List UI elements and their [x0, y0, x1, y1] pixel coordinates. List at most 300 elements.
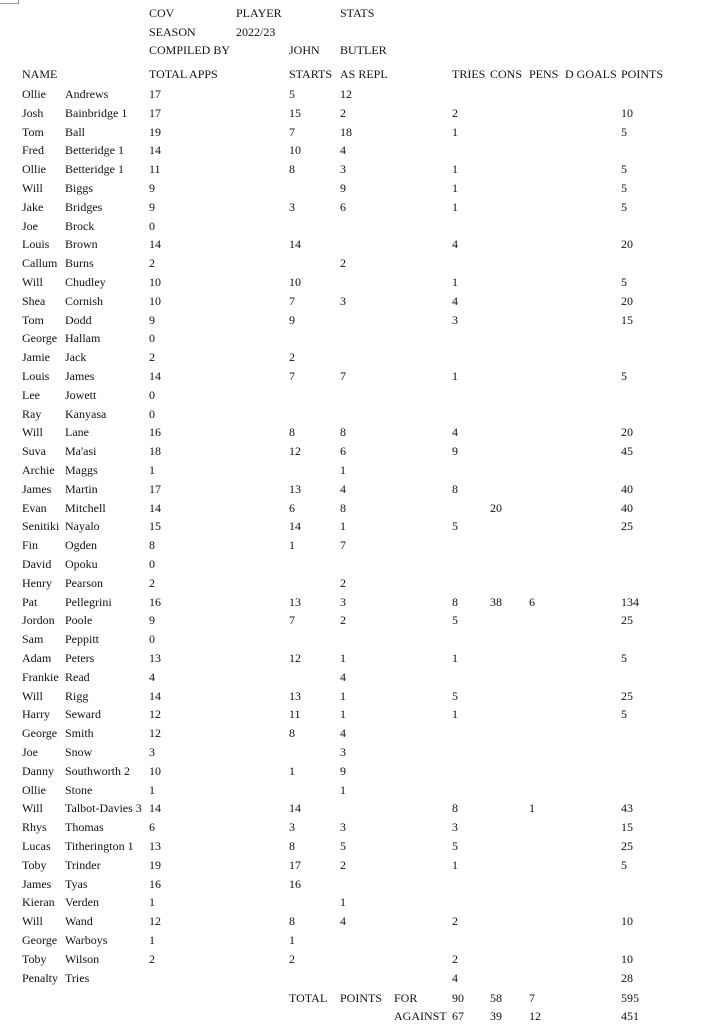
player-last-name: Andrews — [65, 87, 109, 101]
player-total-apps: 0 — [149, 557, 155, 571]
player-last-name: Brock — [65, 218, 95, 233]
totals-against-points: 451 — [621, 1009, 639, 1023]
player-first-name: Adam — [22, 651, 52, 665]
player-last-name: Talbot-Davies 3 — [65, 801, 142, 816]
player-first-name: David — [22, 557, 52, 571]
table-row — [0, 877, 721, 891]
column-header-name: NAME — [22, 67, 58, 81]
player-starts: 8 — [289, 726, 295, 741]
player-tries: 8 — [452, 481, 458, 496]
player-last-name: Jack — [65, 350, 87, 365]
player-last-name: Burns — [65, 256, 94, 271]
player-as-repl: 3 — [340, 162, 346, 177]
player-first-name: Will — [22, 425, 43, 440]
player-as-repl: 4 — [340, 669, 346, 684]
player-last-name: Cornish — [65, 293, 104, 308]
player-first-name: Penalty — [22, 970, 58, 985]
player-first-name: Jake — [22, 199, 44, 214]
player-as-repl: 12 — [340, 87, 352, 101]
title-stats: STATS — [340, 6, 375, 20]
player-first-name: James — [22, 876, 52, 891]
player-last-name: Peters — [65, 651, 95, 665]
table-row — [0, 820, 721, 834]
player-starts: 11 — [289, 707, 301, 722]
player-total-apps: 16 — [149, 876, 161, 891]
player-first-name: Ollie — [22, 87, 46, 101]
player-starts: 13 — [289, 594, 301, 609]
column-header-d-goals: D GOALS — [565, 67, 617, 81]
player-starts: 8 — [289, 839, 295, 853]
player-pens: 1 — [529, 801, 535, 816]
player-starts: 7 — [289, 369, 295, 383]
player-last-name: Smith — [65, 726, 94, 741]
player-starts: 7 — [289, 613, 295, 628]
spreadsheet-corner — [0, 0, 19, 4]
player-total-apps: 12 — [149, 726, 161, 741]
player-tries: 8 — [452, 594, 458, 609]
column-header-total-apps: TOTAL APPS — [149, 67, 218, 81]
player-points: 45 — [621, 444, 633, 459]
player-points: 40 — [621, 500, 633, 515]
player-last-name: Jowett — [65, 387, 97, 402]
totals-for-row — [0, 991, 721, 1005]
player-total-apps: 11 — [149, 162, 161, 177]
player-starts: 13 — [289, 688, 301, 703]
player-as-repl: 3 — [340, 594, 346, 609]
compiler-first-name: JOHN — [289, 43, 320, 57]
player-tries: 4 — [452, 237, 458, 252]
player-last-name: Dodd — [65, 312, 92, 327]
player-total-apps: 4 — [149, 669, 155, 684]
player-last-name: Lane — [65, 425, 89, 440]
player-starts: 1 — [289, 538, 295, 553]
player-first-name: Will — [22, 181, 43, 195]
player-starts: 5 — [289, 87, 295, 101]
table-row — [0, 632, 721, 646]
player-tries: 1 — [452, 199, 458, 214]
player-total-apps: 19 — [149, 857, 161, 872]
table-row — [0, 745, 721, 759]
player-last-name: Warboys — [65, 933, 108, 947]
player-starts: 3 — [289, 820, 295, 835]
player-as-repl: 1 — [340, 895, 346, 910]
table-row — [0, 407, 721, 421]
table-row — [0, 764, 721, 778]
table-row — [0, 143, 721, 157]
player-as-repl: 2 — [340, 613, 346, 628]
player-total-apps: 14 — [149, 688, 161, 703]
table-row — [0, 801, 721, 815]
player-last-name: Read — [65, 669, 90, 684]
table-row — [0, 971, 721, 985]
player-last-name: James — [65, 369, 95, 383]
player-last-name: Poole — [65, 613, 93, 628]
table-row — [0, 200, 721, 214]
player-last-name: Brown — [65, 237, 98, 252]
player-points: 20 — [621, 237, 633, 252]
player-points: 20 — [621, 425, 633, 440]
player-last-name: Ball — [65, 124, 85, 139]
player-points: 25 — [621, 688, 633, 703]
column-header-points: POINTS — [621, 67, 664, 81]
player-first-name: Will — [22, 275, 43, 289]
player-first-name: George — [22, 933, 58, 947]
player-points: 5 — [621, 651, 627, 665]
player-total-apps: 1 — [149, 895, 155, 910]
player-first-name: Ollie — [22, 162, 46, 177]
player-tries: 2 — [452, 105, 458, 120]
player-starts: 1 — [289, 933, 295, 947]
player-starts: 14 — [289, 237, 301, 252]
player-total-apps: 12 — [149, 914, 161, 929]
table-row — [0, 613, 721, 627]
player-first-name: Rhys — [22, 820, 47, 835]
player-starts: 16 — [289, 876, 301, 891]
table-row — [0, 388, 721, 402]
player-first-name: Fin — [22, 538, 39, 553]
player-first-name: Suva — [22, 444, 46, 459]
column-header-as-repl: AS REPL — [340, 67, 388, 81]
player-tries: 8 — [452, 801, 458, 816]
player-total-apps: 0 — [149, 218, 155, 233]
player-starts: 1 — [289, 763, 295, 778]
player-points: 25 — [621, 613, 633, 628]
player-first-name: Jordon — [22, 613, 55, 628]
player-starts: 6 — [289, 500, 295, 515]
player-last-name: Martin — [65, 481, 98, 496]
table-row — [0, 331, 721, 345]
column-header-row — [0, 67, 721, 81]
player-tries: 1 — [452, 124, 458, 139]
table-row — [0, 501, 721, 515]
player-tries: 3 — [452, 820, 458, 835]
player-as-repl: 7 — [340, 538, 346, 553]
title-cov: COV — [149, 6, 175, 20]
player-last-name: Tries — [65, 970, 90, 985]
table-row — [0, 313, 721, 327]
player-first-name: Tom — [22, 124, 44, 139]
player-last-name: Southworth 2 — [65, 763, 131, 778]
player-first-name: Tom — [22, 312, 44, 327]
player-total-apps: 17 — [149, 87, 161, 101]
player-total-apps: 10 — [149, 293, 161, 308]
player-first-name: Archie — [22, 463, 55, 477]
player-total-apps: 16 — [149, 594, 161, 609]
totals-against-pens: 12 — [529, 1009, 541, 1023]
totals-label-for: FOR — [394, 991, 418, 1005]
player-as-repl: 8 — [340, 425, 346, 440]
player-total-apps: 12 — [149, 707, 161, 722]
player-starts: 2 — [289, 350, 295, 365]
player-last-name: Nayalo — [65, 519, 100, 534]
player-last-name: Opoku — [65, 557, 98, 571]
player-last-name: Wand — [65, 914, 93, 929]
totals-label-points: POINTS — [340, 991, 383, 1005]
player-total-apps: 9 — [149, 181, 155, 195]
player-points: 10 — [621, 914, 633, 929]
player-starts: 8 — [289, 425, 295, 440]
player-as-repl: 2 — [340, 256, 346, 271]
player-starts: 8 — [289, 162, 295, 177]
table-row — [0, 294, 721, 308]
player-points: 20 — [621, 293, 633, 308]
player-starts: 12 — [289, 651, 301, 665]
player-first-name: Toby — [22, 857, 47, 872]
player-starts: 15 — [289, 105, 301, 120]
player-last-name: Bainbridge 1 — [65, 105, 128, 120]
player-first-name: Sam — [22, 632, 44, 647]
player-points: 15 — [621, 820, 633, 835]
totals-for-cons: 58 — [490, 991, 502, 1005]
player-points: 10 — [621, 951, 633, 966]
table-row — [0, 576, 721, 590]
player-tries: 5 — [452, 519, 458, 534]
player-last-name: Snow — [65, 745, 93, 759]
player-first-name: Harry — [22, 707, 50, 722]
table-row — [0, 707, 721, 721]
player-as-repl: 5 — [340, 839, 346, 853]
player-as-repl: 2 — [340, 857, 346, 872]
player-points: 5 — [621, 124, 627, 139]
player-as-repl: 3 — [340, 745, 346, 759]
player-tries: 5 — [452, 613, 458, 628]
player-as-repl: 6 — [340, 199, 346, 214]
player-starts: 14 — [289, 519, 301, 534]
player-first-name: Frankie — [22, 669, 59, 684]
table-row — [0, 87, 721, 101]
player-last-name: Betteridge 1 — [65, 143, 124, 158]
player-tries: 3 — [452, 312, 458, 327]
player-first-name: Ray — [22, 406, 42, 421]
player-starts: 8 — [289, 914, 295, 929]
player-first-name: Joe — [22, 218, 38, 233]
table-row — [0, 914, 721, 928]
player-as-repl: 7 — [340, 369, 346, 383]
player-points: 10 — [621, 105, 633, 120]
totals-for-points: 595 — [621, 991, 639, 1005]
player-total-apps: 0 — [149, 632, 155, 647]
player-total-apps: 1 — [149, 782, 155, 797]
table-row — [0, 425, 721, 439]
player-total-apps: 3 — [149, 745, 155, 759]
player-points: 5 — [621, 162, 627, 177]
player-first-name: Henry — [22, 575, 52, 590]
player-tries: 2 — [452, 951, 458, 966]
player-points: 5 — [621, 199, 627, 214]
totals-label-against: AGAINST — [394, 1009, 447, 1023]
table-row — [0, 482, 721, 496]
player-total-apps: 1 — [149, 933, 155, 947]
player-total-apps: 16 — [149, 425, 161, 440]
player-starts: 13 — [289, 481, 301, 496]
table-row — [0, 595, 721, 609]
player-last-name: Thomas — [65, 820, 104, 835]
table-row — [0, 689, 721, 703]
player-tries: 1 — [452, 162, 458, 177]
player-first-name: Callum — [22, 256, 58, 271]
totals-label-total: TOTAL — [289, 991, 328, 1005]
player-total-apps: 14 — [149, 801, 161, 816]
season-value: 2022/23 — [236, 25, 276, 39]
player-as-repl: 18 — [340, 124, 352, 139]
player-tries: 1 — [452, 275, 458, 289]
table-row — [0, 275, 721, 289]
player-total-apps: 1 — [149, 463, 155, 477]
player-last-name: Pellegrini — [65, 594, 112, 609]
table-row — [0, 895, 721, 909]
player-as-repl: 1 — [340, 688, 346, 703]
player-points: 5 — [621, 707, 627, 722]
player-first-name: Fred — [22, 143, 44, 158]
player-as-repl: 1 — [340, 463, 346, 477]
player-total-apps: 9 — [149, 199, 155, 214]
player-first-name: Kieran — [22, 895, 55, 910]
player-total-apps: 15 — [149, 519, 161, 534]
player-first-name: Louis — [22, 237, 50, 252]
player-as-repl: 9 — [340, 181, 346, 195]
table-row — [0, 519, 721, 533]
player-last-name: Tyas — [65, 876, 88, 891]
player-last-name: Stone — [65, 782, 93, 797]
player-first-name: Toby — [22, 951, 47, 966]
player-tries: 1 — [452, 651, 458, 665]
table-row — [0, 162, 721, 176]
player-total-apps: 14 — [149, 500, 161, 515]
player-first-name: Joe — [22, 745, 38, 759]
table-row — [0, 557, 721, 571]
player-tries: 1 — [452, 369, 458, 383]
player-first-name: Louis — [22, 369, 50, 383]
player-as-repl: 6 — [340, 444, 346, 459]
player-first-name: Lucas — [22, 839, 51, 853]
player-as-repl: 8 — [340, 500, 346, 515]
player-total-apps: 9 — [149, 312, 155, 327]
column-header-pens: PENS — [529, 67, 559, 81]
player-first-name: Ollie — [22, 782, 46, 797]
table-row — [0, 369, 721, 383]
table-row — [0, 839, 721, 853]
player-points: 5 — [621, 857, 627, 872]
player-starts: 10 — [289, 143, 301, 158]
table-row — [0, 651, 721, 665]
player-last-name: Peppitt — [65, 632, 100, 647]
player-total-apps: 2 — [149, 256, 155, 271]
table-row — [0, 858, 721, 872]
player-total-apps: 13 — [149, 839, 161, 853]
season-label: SEASON — [149, 25, 196, 39]
player-starts: 3 — [289, 199, 295, 214]
player-as-repl: 2 — [340, 575, 346, 590]
player-last-name: Trinder — [65, 857, 101, 872]
player-total-apps: 2 — [149, 575, 155, 590]
player-last-name: Bridges — [65, 199, 103, 214]
player-as-repl: 3 — [340, 820, 346, 835]
player-first-name: Shea — [22, 293, 46, 308]
table-row — [0, 952, 721, 966]
player-total-apps: 8 — [149, 538, 155, 553]
column-header-starts: STARTS — [289, 67, 332, 81]
table-row — [0, 783, 721, 797]
player-total-apps: 18 — [149, 444, 161, 459]
player-points: 43 — [621, 801, 633, 816]
player-total-apps: 17 — [149, 105, 161, 120]
player-tries: 9 — [452, 444, 458, 459]
player-starts: 12 — [289, 444, 301, 459]
player-total-apps: 2 — [149, 350, 155, 365]
player-pens: 6 — [529, 594, 535, 609]
player-first-name: Jamie — [22, 350, 50, 365]
player-points: 5 — [621, 275, 627, 289]
player-as-repl: 4 — [340, 914, 346, 929]
player-points: 5 — [621, 181, 627, 195]
player-last-name: Biggs — [65, 181, 94, 195]
player-tries: 4 — [452, 425, 458, 440]
player-as-repl: 2 — [340, 105, 346, 120]
player-first-name: Josh — [22, 105, 44, 120]
player-as-repl: 4 — [340, 143, 346, 158]
table-row — [0, 106, 721, 120]
player-first-name: James — [22, 481, 52, 496]
player-last-name: Ma'asi — [65, 444, 97, 459]
table-row — [0, 726, 721, 740]
player-total-apps: 0 — [149, 406, 155, 421]
player-total-apps: 14 — [149, 369, 161, 383]
player-cons: 38 — [490, 594, 502, 609]
column-header-cons: CONS — [490, 67, 523, 81]
player-points: 28 — [621, 970, 633, 985]
player-points: 25 — [621, 519, 633, 534]
player-first-name: Senitiki — [22, 519, 60, 534]
player-last-name: Betteridge 1 — [65, 162, 124, 177]
player-starts: 10 — [289, 275, 301, 289]
table-row — [0, 538, 721, 552]
compiled-by-label: COMPILED BY — [149, 43, 231, 57]
table-row — [0, 256, 721, 270]
player-points: 134 — [621, 594, 639, 609]
player-last-name: Chudley — [65, 275, 106, 289]
player-last-name: Maggs — [65, 463, 98, 477]
totals-for-pens: 7 — [529, 991, 535, 1005]
title-player: PLAYER — [236, 6, 282, 20]
player-last-name: Mitchell — [65, 500, 106, 515]
player-last-name: Wilson — [65, 951, 100, 966]
player-points: 25 — [621, 839, 633, 853]
player-total-apps: 2 — [149, 951, 155, 966]
player-starts: 14 — [289, 801, 301, 816]
player-last-name: Hallam — [65, 331, 101, 346]
player-last-name: Kanyasa — [65, 406, 107, 421]
player-points: 5 — [621, 369, 627, 383]
player-last-name: Seward — [65, 707, 101, 722]
player-total-apps: 19 — [149, 124, 161, 139]
player-tries: 5 — [452, 839, 458, 853]
player-tries: 4 — [452, 293, 458, 308]
player-as-repl: 9 — [340, 763, 346, 778]
player-as-repl: 4 — [340, 726, 346, 741]
table-row — [0, 350, 721, 364]
column-header-tries: TRIES — [452, 67, 486, 81]
player-last-name: Ogden — [65, 538, 97, 553]
player-last-name: Verden — [65, 895, 99, 910]
player-last-name: Pearson — [65, 575, 103, 590]
player-first-name: Danny — [22, 763, 54, 778]
compiler-last-name: BUTLER — [340, 43, 387, 57]
table-row — [0, 670, 721, 684]
player-starts: 9 — [289, 312, 295, 327]
player-first-name: Will — [22, 914, 43, 929]
player-first-name: Lee — [22, 387, 40, 402]
table-row — [0, 125, 721, 139]
